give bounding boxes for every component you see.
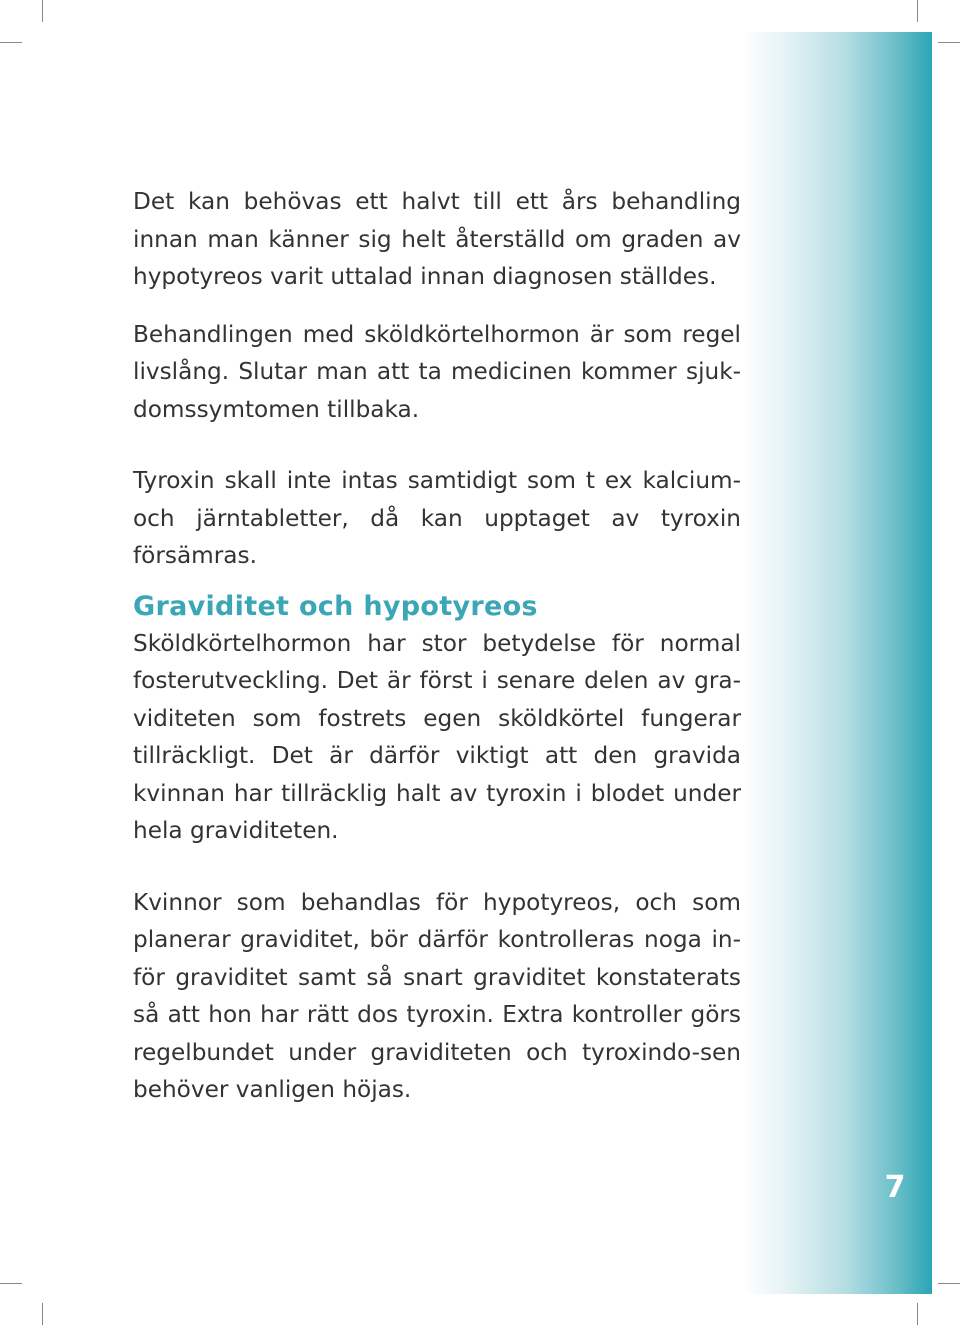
paragraph-pregnancy-control: Kvinnor som behandlas för hypotyreos, och som planerar graviditet, bör därför kontrolleras noga in-för graviditet samt så snart graviditet konstaterats så att hon har rätt dos tyroxin. Extra kontroller görs regelbundet under graviditeten och tyroxindo-sen behöver vanligen höjas.: [133, 888, 741, 1103]
page-content: [133, 183, 741, 1109]
section-heading: Graviditet och hypotyreos: [133, 590, 538, 622]
paragraph-pregnancy: Sköldkörtelhormon har stor betydelse för normal fosterutveckling. Det är först i senare delen av gra-viditeten som fostrets egen sköldkörtel fungerar tillräckligt. Det är därför viktigt att den gravida kvinnan har tillräcklig halt av tyroxin i blodet under hela graviditeten.: [133, 629, 741, 844]
crop-mark: [938, 1283, 960, 1284]
crop-mark: [938, 42, 960, 43]
crop-mark: [42, 1303, 43, 1325]
paragraph-tyroxin-intake: Tyroxin skall inte intas samtidigt som t ex kalcium- och järntabletter, då kan upptaget av tyroxin försämras.: [133, 467, 741, 569]
crop-mark: [42, 0, 43, 22]
crop-mark: [0, 42, 22, 43]
page-number: 7: [884, 1170, 906, 1205]
crop-mark: [917, 1303, 918, 1325]
paragraph-lifelong-treatment: Behandlingen med sköldkörtelhormon är som regel livslång. Slutar man att ta medicinen kommer sjuk-domssymtomen tillbaka.: [133, 320, 741, 423]
paragraph-treatment-duration: Det kan behövas ett halvt till ett års behandling innan man känner sig helt återställd om graden av hypotyreos varit uttalad innan diagnosen ställdes.: [133, 188, 741, 290]
crop-mark: [917, 0, 918, 22]
crop-mark: [0, 1283, 22, 1284]
side-gradient-band: [742, 32, 932, 1294]
